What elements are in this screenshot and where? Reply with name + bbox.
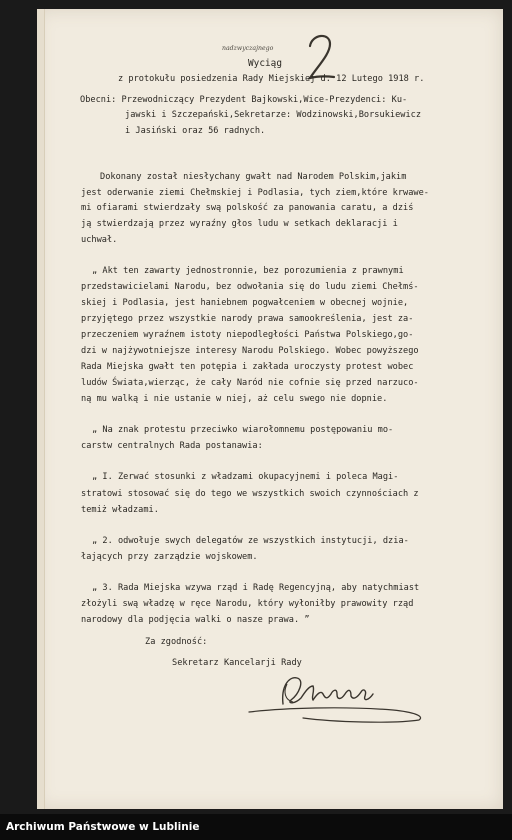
page-binding-edge (37, 9, 45, 809)
text-line: temiż władzami. (81, 505, 159, 515)
handwritten-number-text: 2 (306, 30, 307, 31)
text-line: jest oderwanie ziemi Chełmskiej i Podlasia, tych ziem,które krwawe- (81, 188, 429, 198)
text-line: z protokułu posiedzenia Rady Miejskiej d. 12 Lutego 1918 r. (118, 74, 425, 84)
text-line: Dokonany został niesłychany gwałt nad Narodem Polskim,jakim (100, 172, 407, 182)
text-line: łających przy zarządzie wojskowem. (81, 552, 258, 562)
attestation-line: Za zgodność: (145, 637, 208, 647)
text-line: przeczeniem wyraźnem istoty niepodległości Państwa Polskiego,go- (81, 330, 414, 340)
text-line: stratowi stosować się do tego we wszystkich swoich czynnościach z (81, 489, 419, 499)
text-line: jawski i Szczepański,Sekretarze: Wodzinowski,Borsukiewicz (125, 110, 422, 120)
text-line: ną mu walką i nie ustanie w niej, aż celu swego nie dopnie. (81, 394, 388, 404)
text-line: uchwał. (81, 235, 118, 245)
text-line: skiej i Podlasia, jest haniebnem pogwałceniem w obecnej wojnie, (81, 298, 409, 308)
handwritten-note: nadzwyczajnego (222, 45, 274, 52)
text-line: „ I. Zerwać stosunki z władzami okupacyjnemi i poleca Magi- (92, 472, 399, 482)
handwritten-signature (243, 664, 433, 724)
text-line: złożyli swą władzę w ręce Narodu, który wyłoniłby prawowity rząd (81, 599, 414, 609)
text-line: „ Akt ten zawarty jednostronnie, bez porozumienia z prawnymi (92, 266, 404, 276)
text-line: carstw centralnych Rada postanawia: (81, 441, 263, 451)
text-line: Obecni: Przewodniczący Prezydent Bajkowski,Wice-Prezydenci: Ku- (80, 95, 408, 105)
text-line: narodowy dla podjęcia walki o nasze prawa. ” (81, 615, 310, 625)
text-line: ją stwierdzają przez wyraźny głos ludu w setkach deklaracji i (81, 219, 398, 229)
text-line: Rada Miejska gwałt ten potępia i zakłada uroczysty protest wobec (81, 362, 414, 372)
text-line: „ Na znak protestu przeciwko wiarołomnemu postępowaniu mo- (92, 425, 394, 435)
text-line: przyjętego przez wszystkie narody prawa samookreślenia, jest za- (81, 314, 414, 324)
text-line: ludów Świata,wierząc, że cały Naród nie cofnie się przed narzuco- (81, 378, 419, 388)
text-line: przedstawicielami Narodu, bez odwołania się do ludu ziemi Chełmś- (81, 282, 419, 292)
archive-footer (0, 814, 512, 840)
archive-name: Archiwum Państwowe w Lublinie (6, 821, 200, 833)
text-line: „ 3. Rada Miejska wzywa rząd i Radę Regencyjną, aby natychmiast (92, 583, 420, 593)
signatory-title: Sekretarz Kancelarji Rady (172, 658, 302, 668)
text-line: mi ofiarami stwierdzały swą polskość za panowania caratu, a dziś (81, 203, 414, 213)
document-heading: Wyciąg (248, 58, 282, 69)
text-line: „ 2. odwołuje swych delegatów ze wszystkich instytucji, dzia- (92, 536, 409, 546)
text-line: i Jasiński oraz 56 radnych. (125, 126, 266, 136)
text-line: dzi w najżywotniejsze interesy Narodu Polskiego. Wobec powyższego (81, 346, 419, 356)
